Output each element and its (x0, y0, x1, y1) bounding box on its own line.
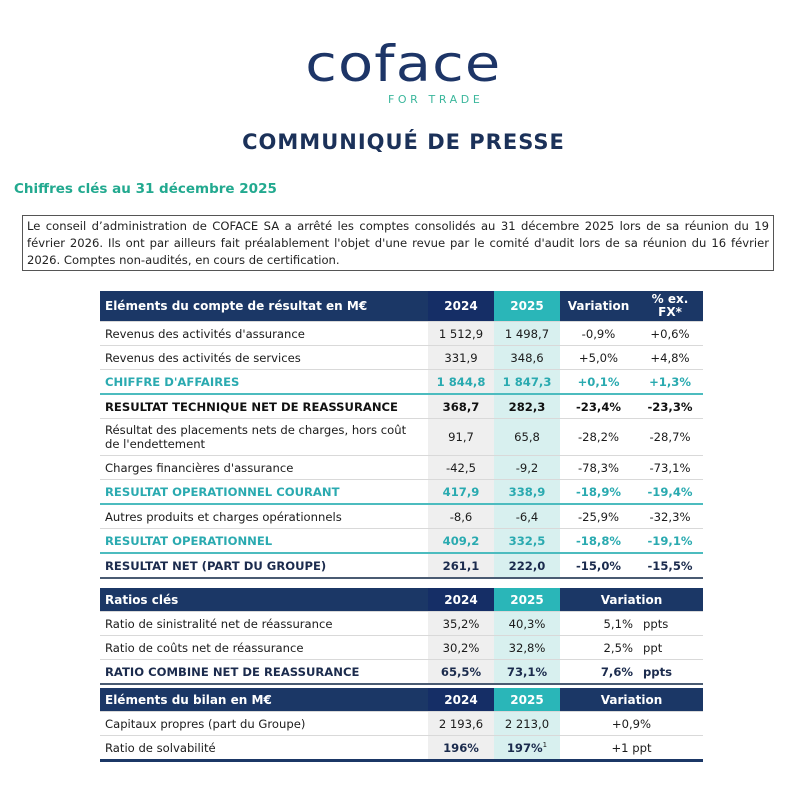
table-header-row (100, 291, 703, 322)
value-2024: 2 193,6 (428, 712, 494, 736)
value-exfx: -23,3% (637, 394, 703, 419)
value-2024: 368,7 (428, 394, 494, 419)
value-variation: +0,1% (560, 370, 637, 395)
variation-unit: ppt (643, 640, 663, 655)
value-2025: 348,6 (494, 346, 560, 370)
footnote-marker: 1 (542, 740, 548, 749)
value-exfx: -73,1% (637, 456, 703, 480)
coface-logo (0, 36, 807, 92)
value-variation: +5,0% (560, 346, 637, 370)
row-label: CHIFFRE D'AFFAIRES (100, 370, 428, 395)
table-row (100, 612, 703, 636)
table-row (100, 736, 703, 761)
table-row (100, 504, 703, 529)
value-2024: 65,5% (428, 660, 494, 685)
variation-value: 2,5% (603, 640, 633, 655)
value-variation (560, 636, 703, 660)
table-header-row (100, 688, 703, 712)
logo-wordmark: coface (305, 35, 502, 93)
header-2025: 2025 (494, 588, 560, 612)
value-2024: 1 512,9 (428, 322, 494, 346)
header-exfx: % ex. FX* (637, 291, 703, 322)
table-row (100, 322, 703, 346)
value-2024: 30,2% (428, 636, 494, 660)
value-2024: 35,2% (428, 612, 494, 636)
header-label: Eléments du compte de résultat en M€ (100, 291, 428, 322)
value-2024: 196% (428, 736, 494, 761)
value-2024: -8,6 (428, 504, 494, 529)
value-variation: +0,9% (560, 712, 703, 736)
row-label: Capitaux propres (part du Groupe) (100, 712, 428, 736)
value-2025: 65,8 (494, 419, 560, 456)
value-2024: -42,5 (428, 456, 494, 480)
table-row (100, 394, 703, 419)
value-2025-text: 197% (506, 740, 543, 755)
row-label: RESULTAT NET (PART DU GROUPE) (100, 553, 428, 578)
value-2025: 338,9 (494, 480, 560, 505)
value-2025: -9,2 (494, 456, 560, 480)
row-label: Charges financières d'assurance (100, 456, 428, 480)
row-label: Revenus des activités d'assurance (100, 322, 428, 346)
table-row (100, 529, 703, 554)
value-variation: -28,2% (560, 419, 637, 456)
value-2025: 40,3% (494, 612, 560, 636)
value-2025: 222,0 (494, 553, 560, 578)
row-label: Résultat des placements nets de charges, hors coût de l'endettement (100, 419, 428, 456)
value-variation: -0,9% (560, 322, 637, 346)
header-variation: Variation (560, 688, 703, 712)
value-exfx: +0,6% (637, 322, 703, 346)
value-exfx: +4,8% (637, 346, 703, 370)
table-row (100, 660, 703, 685)
value-variation: -23,4% (560, 394, 637, 419)
row-label: Ratio de sinistralité net de réassurance (100, 612, 428, 636)
value-variation: -78,3% (560, 456, 637, 480)
value-exfx: -19,4% (637, 480, 703, 505)
header-variation: Variation (560, 588, 703, 612)
variation-value: 7,6% (600, 664, 633, 679)
value-2024: 261,1 (428, 553, 494, 578)
table-row (100, 636, 703, 660)
value-2025: 1 847,3 (494, 370, 560, 395)
value-2025: 332,5 (494, 529, 560, 554)
header-variation: Variation (560, 291, 637, 322)
header-2025: 2025 (494, 291, 560, 322)
value-variation (560, 660, 703, 685)
value-variation (560, 612, 703, 636)
value-exfx: -15,5% (637, 553, 703, 578)
header-2025: 2025 (494, 688, 560, 712)
table-row (100, 480, 703, 505)
header-2024: 2024 (428, 291, 494, 322)
value-variation: -15,0% (560, 553, 637, 578)
value-2024: 409,2 (428, 529, 494, 554)
row-label: RESULTAT OPERATIONNEL (100, 529, 428, 554)
value-2024: 91,7 (428, 419, 494, 456)
value-exfx: -32,3% (637, 504, 703, 529)
section-subtitle: Chiffres clés au 31 décembre 2025 (14, 181, 277, 197)
variation-value: 5,1% (603, 616, 633, 631)
table-row (100, 553, 703, 578)
balance-sheet-table (100, 688, 703, 762)
row-label: Revenus des activités de services (100, 346, 428, 370)
variation-unit: ppts (643, 664, 673, 679)
row-label: RESULTAT TECHNIQUE NET DE REASSURANCE (100, 394, 428, 419)
value-2025: 282,3 (494, 394, 560, 419)
row-label: RATIO COMBINE NET DE REASSURANCE (100, 660, 428, 685)
value-2025-text: 2 213,0 (504, 716, 550, 731)
logo-tagline: FOR TRADE (388, 93, 484, 106)
value-2024: 1 844,8 (428, 370, 494, 395)
row-label: Ratio de coûts net de réassurance (100, 636, 428, 660)
page-title: COMMUNIQUÉ DE PRESSE (242, 130, 565, 154)
value-exfx: -28,7% (637, 419, 703, 456)
header-2024: 2024 (428, 588, 494, 612)
table-row (100, 419, 703, 456)
value-exfx: -19,1% (637, 529, 703, 554)
table-header-row (100, 588, 703, 612)
value-2025 (494, 712, 560, 736)
value-2025 (494, 736, 560, 761)
header-2024: 2024 (428, 688, 494, 712)
table-row (100, 456, 703, 480)
header-label: Ratios clés (100, 588, 428, 612)
value-2024: 331,9 (428, 346, 494, 370)
header-label: Eléments du bilan en M€ (100, 688, 428, 712)
value-exfx: +1,3% (637, 370, 703, 395)
table-row (100, 712, 703, 736)
variation-unit: ppts (643, 616, 669, 631)
value-2024: 417,9 (428, 480, 494, 505)
income-statement-table (100, 291, 703, 579)
row-label: Ratio de solvabilité (100, 736, 428, 761)
value-variation: -18,8% (560, 529, 637, 554)
intro-paragraph: Le conseil d’administration de COFACE SA a arrêté les comptes consolidés au 31 décembre 2025 lors de sa réunion du 19 février 2026. Ils ont par ailleurs fait préalablement l'objet d'une revue par le comité d'audit lors de sa réunion du 16 février 2026. Comptes non-audités, en cours de certification. (22, 215, 774, 271)
row-label: RESULTAT OPERATIONNEL COURANT (100, 480, 428, 505)
value-2025: 32,8% (494, 636, 560, 660)
row-label: Autres produits et charges opérationnels (100, 504, 428, 529)
key-ratios-table (100, 588, 703, 685)
value-variation: -18,9% (560, 480, 637, 505)
table-row (100, 370, 703, 395)
value-2025: 1 498,7 (494, 322, 560, 346)
value-variation: -25,9% (560, 504, 637, 529)
value-2025: 73,1% (494, 660, 560, 685)
table-row (100, 346, 703, 370)
value-2025: -6,4 (494, 504, 560, 529)
value-variation: +1 ppt (560, 736, 703, 761)
